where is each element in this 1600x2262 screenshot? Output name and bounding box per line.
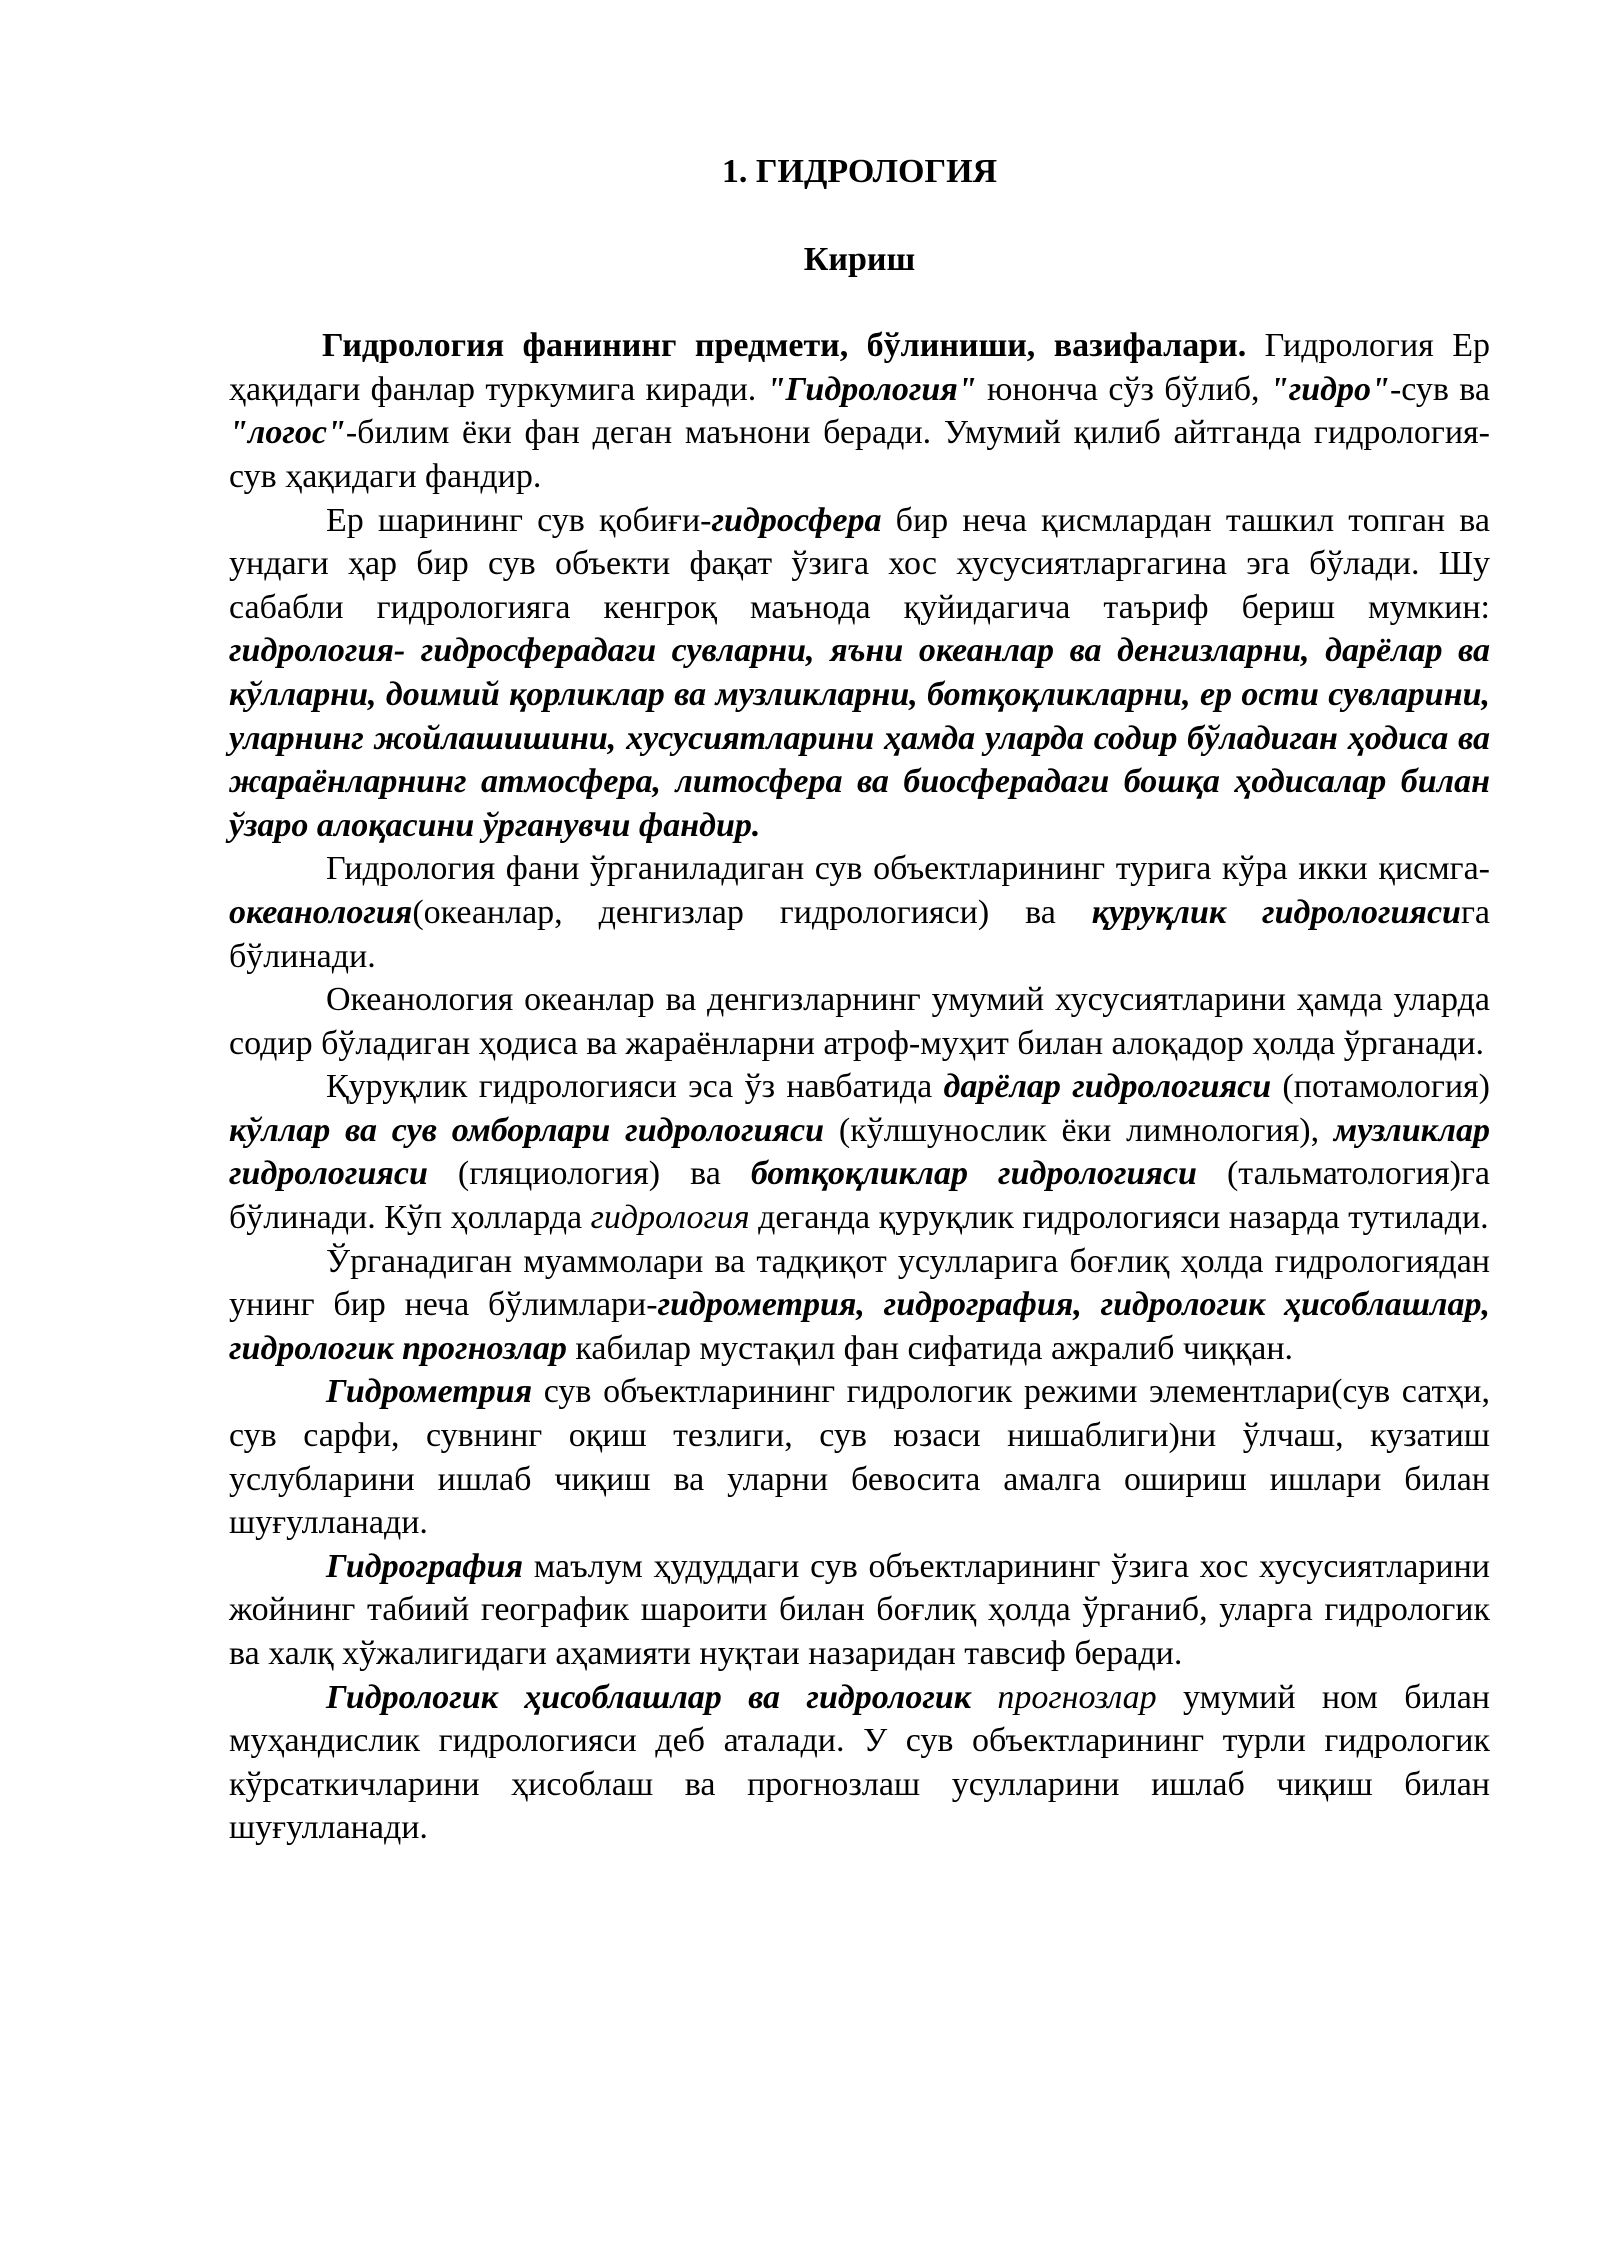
text-run: Ўрганадиган муаммолари ва тадқиқот усулларига боғлиқ ҳолда гидрологиядан унинг бир неча бўлимлари-	[229, 1242, 1490, 1324]
paragraph	[229, 1065, 1490, 1239]
text-run: -сув ва	[1389, 370, 1491, 408]
text-run	[971, 1679, 997, 1716]
text-run: юнонча сўз бўлиб,	[976, 370, 1270, 408]
text-run: қуруқлик гидрологияси	[1091, 893, 1461, 931]
text-run: (океанлар, денгизлар гидрологияси) ва	[412, 893, 1092, 931]
text-run: сув объектларининг гидрологик режими элементлари(сув сатҳи, сув сарфи, сувнинг оқиш тезлиги, сув юзаси нишаблиги)ни ўлчаш, кузатиш услубларини ишлаб чиқиш ва уларни бевосита амалга ошириш ишлари билан шуғулланади.	[229, 1373, 1490, 1542]
paragraph	[229, 847, 1490, 978]
text-run: Гидрография	[326, 1547, 523, 1585]
text-run: ботқоқликлар гидрологияси	[750, 1155, 1197, 1193]
text-run: маълум ҳудуддаги сув объектларининг ўзига хос хусусиятларини жойнинг табиий географик шароити билан боғлиқ ҳолда ўрганиб, уларга гидрологик ва халқ хўжалигидаги аҳамияти нуқтаи назаридан тавсиф беради.	[229, 1547, 1490, 1672]
text-run: кўллар ва сув омборлари гидрологияси	[229, 1111, 825, 1149]
text-run: "гидро"	[1269, 370, 1390, 408]
text-run: гидрология- гидросферадаги сувларни, яъни океанлар ва денгизларни, дарёлар ва кўлларни, доимий қорликлар ва музликларни, ботқоқликларни, ер ости сувларини, уларнинг жойлашишини, хусусиятларини ҳамда уларда содир бўладиган ҳодиса ва жараёнларнинг атмосфера, литосфера ва биосферадаги бошқа ҳодисалар билан ўзаро алоқасини ўрганувчи фандир.	[229, 632, 1490, 844]
text-run: "Гидрология"	[766, 370, 977, 408]
text-run: бир неча қисмлардан ташкил топган ва ундаги ҳар бир сув объекти фақат ўзига хос хусусиятларгагина эга бўлади. Шу сабабли гидрологияга кенгроқ маънода қуйидагича таъриф бериш мумкин:	[229, 501, 1490, 626]
text-run: (тальматология)га бўлинади. Кўп ҳолларда	[229, 1155, 1490, 1237]
paragraph	[229, 1545, 1490, 1676]
text-run: деганда қуруқлик гидрологияси назарда тутилади.	[749, 1199, 1489, 1237]
page-title: 1. ГИДРОЛОГИЯ	[721, 153, 998, 190]
text-run: прогнозлар	[997, 1678, 1157, 1716]
document-page	[229, 150, 1490, 1850]
text-run: (гляциология) ва	[427, 1155, 751, 1193]
text-run: -билим ёки фан деган маънони беради. Умумий қилиб айтганда гидрология-сув ҳақидаги фандир.	[229, 414, 1490, 495]
text-run: (кўлшунослик ёки лимнология),	[824, 1111, 1334, 1149]
paragraph	[229, 324, 1490, 498]
section-heading: Кириш	[803, 240, 916, 278]
text-run: Ер шарининг сув қобиғи-	[326, 501, 712, 539]
text-run: Океанология океанлар ва денгизларнинг умумий хусусиятларини ҳамда уларда содир бўладиган ҳодиса ва жараёнларни атроф-муҳит билан алоқадор ҳолда ўрганади.	[229, 981, 1490, 1062]
paragraph	[229, 1676, 1490, 1850]
text-run: дарёлар гидрологияси	[943, 1068, 1272, 1106]
text-run: гидросфера	[711, 501, 882, 539]
text-run: Гидрология фани ўрганиладиган сув объектларининг турига кўра икки қисмга-	[326, 850, 1490, 888]
text-run: Қуруқлик гидрологияси эса ўз навбатида	[326, 1068, 944, 1106]
text-run: гидрология	[590, 1199, 750, 1237]
paragraph	[229, 1240, 1490, 1371]
text-run: "логос"	[229, 414, 346, 452]
text-run: Гидрологик ҳисоблашлар ва гидрологик	[326, 1678, 972, 1716]
text-run: океанология	[229, 893, 413, 931]
text-run: Гидрометрия	[326, 1373, 533, 1411]
text-run: гидрометрия, гидрография, гидрологик ҳисоблашлар, гидрологик прогнозлар	[229, 1286, 1490, 1367]
paragraph	[229, 499, 1490, 848]
text-run: музликлар гидрологияси	[229, 1111, 1490, 1193]
document-body	[229, 324, 1490, 1850]
text-run: умумий ном билан муҳандислик гидрологияси деб аталади. У сув объектларининг турли гидрологик кўрсаткичларини ҳисоблаш ва прогнозлаш усулларини ишлаб чиқиш билан шуғулланади.	[229, 1678, 1491, 1847]
paragraph	[229, 978, 1490, 1065]
text-run: Гидрология Ер ҳақидаги фанлар туркумига киради.	[229, 327, 1491, 408]
text-run: Гидрология фанининг предмети, бўлиниши, вазифалари.	[322, 327, 1247, 365]
text-run: га бўлинади.	[229, 893, 1490, 975]
text-run: кабилар мустақил фан сифатида ажралиб чиққан.	[566, 1329, 1294, 1367]
text-run: (потамология)	[1271, 1068, 1490, 1106]
paragraph	[229, 1370, 1490, 1544]
